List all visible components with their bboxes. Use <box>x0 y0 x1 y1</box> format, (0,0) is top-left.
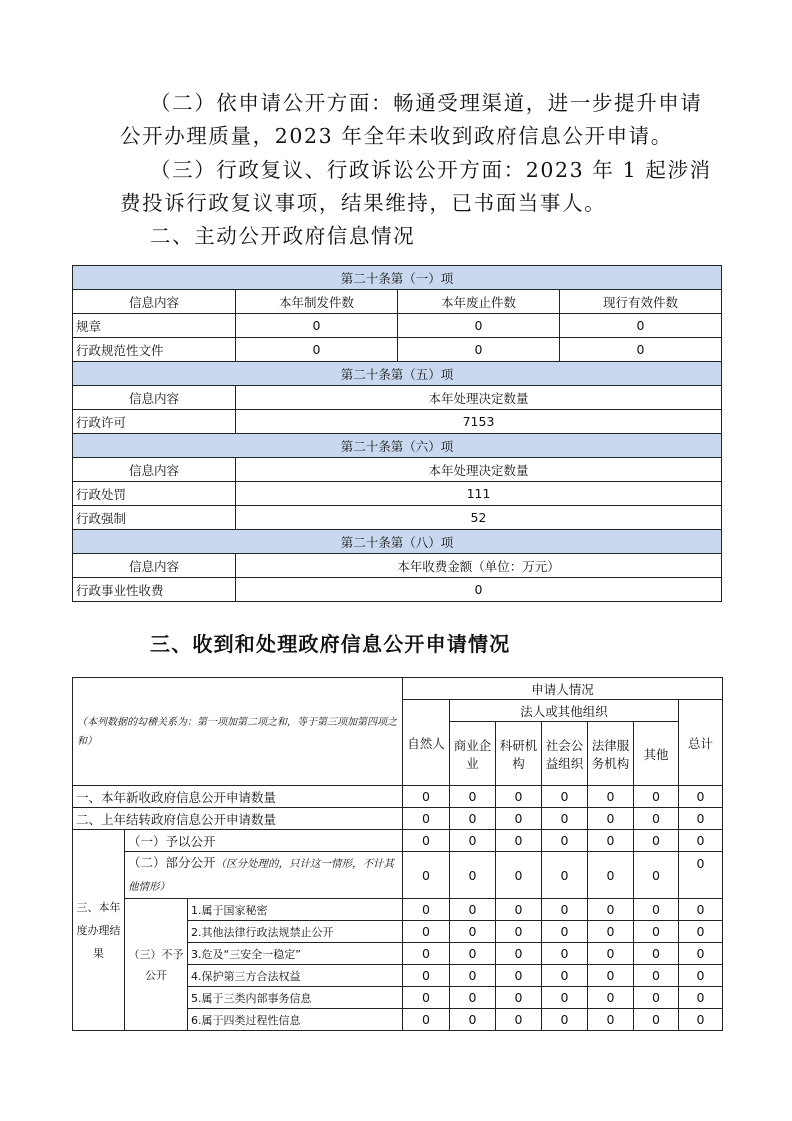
table-row <box>73 852 723 899</box>
table-cell: 0 <box>588 965 634 987</box>
table-cell: 0 <box>588 921 634 943</box>
table-cell: 0 <box>560 314 722 338</box>
column-header-social-welfare: 社会公益组织 <box>542 722 588 786</box>
table-row <box>73 830 723 852</box>
row-label-third-party-rights: 4.保护第三方合法权益 <box>188 965 403 987</box>
table-cell: 0 <box>496 921 542 943</box>
table-cell: 7153 <box>236 410 722 434</box>
table-header-row <box>73 386 722 410</box>
row-label: 行政事业性收费 <box>73 578 236 602</box>
section-heading-applications: 三、收到和处理政府信息公开申请情况 <box>150 632 511 656</box>
table-cell: 0 <box>450 899 496 921</box>
table-cell: 0 <box>542 987 588 1009</box>
row-label-new-applications: 一、本年新收政府信息公开申请数量 <box>73 786 403 808</box>
table-cell: 0 <box>588 943 634 965</box>
table-cell: 0 <box>450 965 496 987</box>
row-label-three-safety: 3.危及“三安全一稳定” <box>188 943 403 965</box>
row-label-disclosed: （一）予以公开 <box>125 830 403 852</box>
column-header: 信息内容 <box>73 386 236 410</box>
column-header: 信息内容 <box>73 290 236 314</box>
row-label-carried-over: 二、上年结转政府信息公开申请数量 <box>73 808 403 830</box>
table-cell: 0 <box>634 830 679 852</box>
table-cell: 0 <box>542 786 588 808</box>
table-cell: 0 <box>634 899 679 921</box>
row-label-prohibited-by-law: 2.其他法律行政法规禁止公开 <box>188 921 403 943</box>
table-row <box>73 482 722 506</box>
table-cell: 0 <box>403 830 450 852</box>
table-cell: 0 <box>542 921 588 943</box>
table-cell: 0 <box>679 921 723 943</box>
table-cell: 0 <box>634 786 679 808</box>
table-cell: 0 <box>588 899 634 921</box>
section-title-article-20-8: 第二十条第（八）项 <box>73 530 722 554</box>
row-label: 行政规范性文件 <box>73 338 236 362</box>
column-header-research: 科研机构 <box>496 722 542 786</box>
paragraph-apply-disclosure: （二）依申请公开方面：畅通受理渠道，进一步提升申请 <box>150 91 703 115</box>
table-cell: 0 <box>403 1009 450 1031</box>
paragraph-review-litigation: （三）行政复议、行政诉讼公开方面：2023 年 1 起涉消 <box>150 158 712 182</box>
applicant-header: 申请人情况 <box>403 678 723 700</box>
table-row <box>73 314 722 338</box>
table-cell: 0 <box>450 1009 496 1031</box>
table-cell: 0 <box>450 921 496 943</box>
table-cell: 0 <box>588 1009 634 1031</box>
table-cell: 0 <box>634 987 679 1009</box>
table-cell: 0 <box>634 921 679 943</box>
table-cell: 0 <box>496 899 542 921</box>
table-cell: 0 <box>679 786 723 808</box>
paragraph-review-litigation-cont: 费投诉行政复议事项，结果维持，已书面当事人。 <box>120 191 607 215</box>
column-header-business: 商业企业 <box>450 722 496 786</box>
table-cell: 0 <box>496 852 542 899</box>
column-header: 本年处理决定数量 <box>236 386 722 410</box>
table-cell: 0 <box>679 830 723 852</box>
table-cell: 0 <box>634 852 679 899</box>
row-label-internal-affairs: 5.属于三类内部事务信息 <box>188 987 403 1009</box>
table-cell: 0 <box>403 808 450 830</box>
table-cell: 0 <box>496 808 542 830</box>
row-label-partially-disclosed <box>125 852 403 899</box>
applications-table <box>72 677 723 1031</box>
table-cell: 0 <box>679 943 723 965</box>
table-cell: 0 <box>634 808 679 830</box>
section-title-row <box>73 530 722 554</box>
table-cell: 0 <box>588 808 634 830</box>
table-header-row <box>73 554 722 578</box>
table-cell: 0 <box>634 1009 679 1031</box>
table-cell: 0 <box>679 1009 723 1031</box>
table-cell: 0 <box>236 338 398 362</box>
table-row <box>73 786 723 808</box>
table-cell: 0 <box>542 852 588 899</box>
section-title-row <box>73 362 722 386</box>
table-cell: 0 <box>588 852 634 899</box>
column-header-other: 其他 <box>634 722 679 786</box>
column-header: 本年制发件数 <box>236 290 398 314</box>
row-group-results: 三、本年度办理结果 <box>73 830 125 1031</box>
legal-entity-header: 法人或其他组织 <box>450 700 679 722</box>
table-cell: 0 <box>496 943 542 965</box>
table-cell: 0 <box>588 830 634 852</box>
row-label-state-secret: 1.属于国家秘密 <box>188 899 403 921</box>
table-cell: 0 <box>542 943 588 965</box>
table-cell: 0 <box>236 314 398 338</box>
row-label-process-info: 6.属于四类过程性信息 <box>188 1009 403 1031</box>
table-cell: 0 <box>450 852 496 899</box>
table-cell: 0 <box>560 338 722 362</box>
table-cell: 0 <box>542 1009 588 1031</box>
header-row <box>73 678 723 700</box>
table-cell: 0 <box>542 830 588 852</box>
column-header: 本年收费金额（单位：万元） <box>236 554 722 578</box>
table-cell: 0 <box>496 965 542 987</box>
column-header-natural-person: 自然人 <box>403 700 450 786</box>
table-cell: 0 <box>496 1009 542 1031</box>
section-title-article-20-6: 第二十条第（六）项 <box>73 434 722 458</box>
table-cell: 0 <box>542 808 588 830</box>
table-cell: 0 <box>450 808 496 830</box>
table-cell: 52 <box>236 506 722 530</box>
table-cell: 0 <box>679 808 723 830</box>
table-cell: 0 <box>588 987 634 1009</box>
table-cell: 0 <box>403 987 450 1009</box>
table-cell: 0 <box>403 899 450 921</box>
table-cell: 0 <box>634 943 679 965</box>
table-row <box>73 338 722 362</box>
table-cell: 0 <box>679 852 723 899</box>
table-cell: 0 <box>679 899 723 921</box>
partial-label: （二）部分公开 <box>128 855 216 870</box>
section-heading-active-disclosure: 二、主动公开政府信息情况 <box>150 224 416 248</box>
table-cell: 0 <box>588 786 634 808</box>
row-label: 行政强制 <box>73 506 236 530</box>
active-disclosure-table <box>72 265 722 602</box>
table-cell: 0 <box>236 578 722 602</box>
table-cell: 0 <box>398 338 560 362</box>
table-cell: 0 <box>403 921 450 943</box>
section-title-row <box>73 266 722 290</box>
table-cell: 0 <box>403 965 450 987</box>
table-cell: 0 <box>679 987 723 1009</box>
table-cell: 0 <box>450 786 496 808</box>
table-row <box>73 899 723 921</box>
table-row <box>73 410 722 434</box>
table-header-row <box>73 290 722 314</box>
partial-note: （区分处理的，只计这一情形，不计其他情形） <box>128 858 395 893</box>
row-label: 行政许可 <box>73 410 236 434</box>
column-header: 信息内容 <box>73 458 236 482</box>
reconciliation-note: （本列数据的勾稽关系为：第一项加第二项之和，等于第三项加第四项之和） <box>73 678 403 786</box>
table-cell: 0 <box>679 965 723 987</box>
table-cell: 0 <box>634 965 679 987</box>
table-cell: 0 <box>403 943 450 965</box>
table-cell: 0 <box>496 987 542 1009</box>
table-cell: 0 <box>450 943 496 965</box>
table-cell: 0 <box>450 830 496 852</box>
table-row <box>73 506 722 530</box>
column-header: 现行有效件数 <box>560 290 722 314</box>
section-title-article-20-1: 第二十条第（一）项 <box>73 266 722 290</box>
row-label: 规章 <box>73 314 236 338</box>
table-cell: 0 <box>403 786 450 808</box>
table-header-row <box>73 458 722 482</box>
table-cell: 0 <box>398 314 560 338</box>
column-header-legal-services: 法律服务机构 <box>588 722 634 786</box>
table-cell: 0 <box>496 786 542 808</box>
table-cell: 0 <box>403 852 450 899</box>
table-row <box>73 578 722 602</box>
table-row <box>73 808 723 830</box>
row-label: 行政处罚 <box>73 482 236 506</box>
column-header: 本年废止件数 <box>398 290 560 314</box>
row-group-not-disclosed: （三）不予公开 <box>125 899 188 1031</box>
section-title-article-20-5: 第二十条第（五）项 <box>73 362 722 386</box>
paragraph-apply-disclosure-cont: 公开办理质量，2023 年全年未收到政府信息公开申请。 <box>120 124 673 148</box>
table-cell: 0 <box>542 965 588 987</box>
table-cell: 0 <box>450 987 496 1009</box>
table-cell: 0 <box>496 830 542 852</box>
column-header-total: 总计 <box>679 700 723 786</box>
table-cell: 0 <box>542 899 588 921</box>
column-header: 信息内容 <box>73 554 236 578</box>
table-cell: 111 <box>236 482 722 506</box>
column-header: 本年处理决定数量 <box>236 458 722 482</box>
section-title-row <box>73 434 722 458</box>
